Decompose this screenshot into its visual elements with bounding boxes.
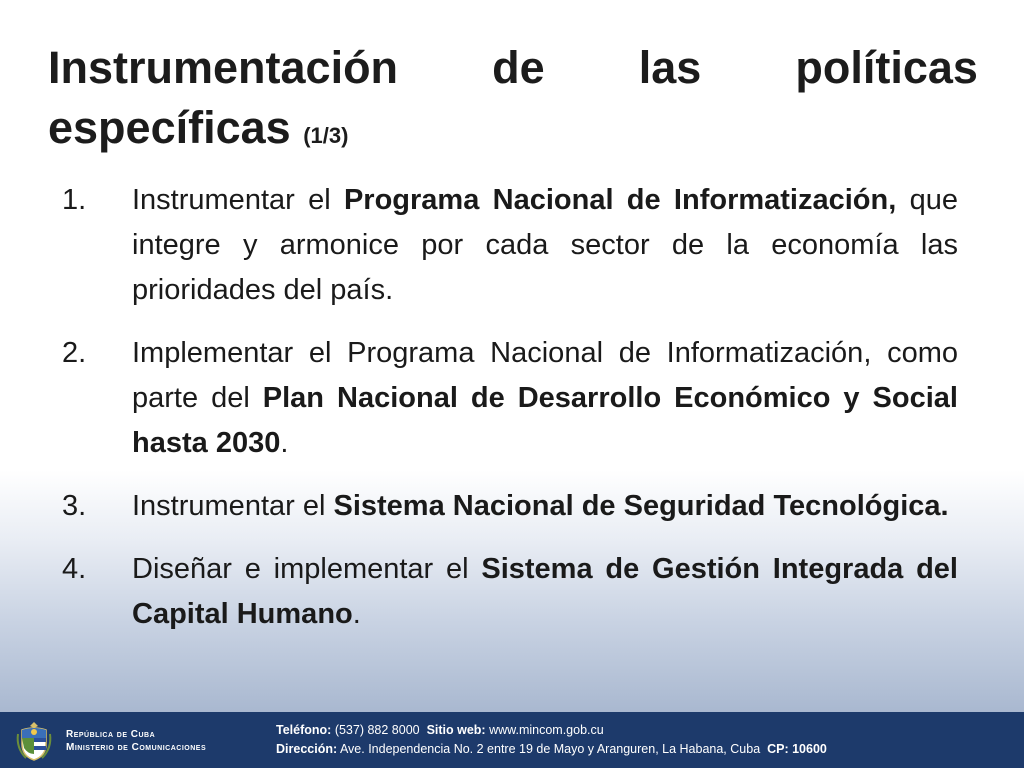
policy-item-emphasis: Sistema Nacional de Seguridad Tecnológica. bbox=[333, 490, 949, 522]
phone-label: Teléfono: bbox=[276, 723, 332, 737]
policy-item-text bbox=[132, 331, 958, 466]
policy-item-segment: Instrumentar el bbox=[132, 184, 344, 216]
policy-item-segment: . bbox=[352, 598, 361, 630]
cp-label: CP: bbox=[767, 742, 789, 756]
policy-item-text bbox=[132, 484, 958, 529]
policy-item bbox=[62, 331, 958, 466]
cuba-coat-of-arms-icon bbox=[14, 720, 54, 762]
title-line-2 bbox=[48, 98, 978, 166]
policy-item-text bbox=[132, 178, 958, 313]
ministry-name bbox=[66, 728, 206, 754]
title-word: políticas bbox=[795, 42, 978, 93]
cp-value: 10600 bbox=[792, 742, 827, 756]
title-word: específicas bbox=[48, 102, 291, 153]
policy-item-emphasis: Programa Nacional de Informatización, bbox=[343, 184, 897, 216]
phone-value: (537) 882 8000 bbox=[334, 723, 420, 737]
policy-item-segment: Instrumentar el bbox=[132, 490, 334, 522]
policy-item-emphasis: Sistema de Gestión Integrada del Capital Humano bbox=[132, 553, 958, 630]
title-part-indicator: (1/3) bbox=[303, 123, 349, 148]
web-link[interactable]: www.mincom.gob.cu bbox=[489, 723, 604, 737]
policy-item-text bbox=[132, 547, 958, 637]
policy-item-number: 3. bbox=[62, 490, 87, 522]
contact-info bbox=[276, 721, 827, 759]
policy-item-emphasis: Plan Nacional de Desarrollo Económico y Social hasta 2030 bbox=[132, 382, 958, 459]
policy-item bbox=[62, 484, 958, 529]
contact-line-2 bbox=[276, 740, 827, 759]
title-word: Instrumentación bbox=[48, 42, 399, 93]
footer-bar bbox=[0, 712, 1024, 768]
policy-item bbox=[62, 178, 958, 313]
title-line-1 bbox=[48, 38, 978, 98]
policy-item-number: 4. bbox=[62, 553, 87, 585]
address-value: Ave. Independencia No. 2 entre 19 de Mayo y Aranguren, La Habana, Cuba bbox=[339, 742, 761, 756]
contact-line-1 bbox=[276, 721, 827, 740]
policy-item-segment: Diseñar e implementar el bbox=[132, 553, 482, 585]
policy-item-number: 2. bbox=[62, 337, 87, 369]
slide-title bbox=[48, 38, 978, 166]
policy-item-segment: Implementar el Programa Nacional de Informatización, como parte del bbox=[132, 337, 958, 414]
address-label: Dirección: bbox=[276, 742, 338, 756]
ministry-label: Ministerio de Comunicaciones bbox=[66, 742, 207, 753]
country-name: República de Cuba bbox=[66, 729, 156, 740]
policy-item-number: 1. bbox=[62, 184, 87, 216]
policy-list bbox=[62, 178, 958, 655]
title-word: las bbox=[638, 42, 702, 93]
web-label: Sitio web: bbox=[426, 723, 486, 737]
policy-item bbox=[62, 547, 958, 637]
policy-item-segment: . bbox=[280, 427, 289, 459]
policy-item-segment: que integre y armonice por cada sector de la economía las prioridades del país. bbox=[132, 184, 958, 306]
title-word: de bbox=[492, 42, 545, 93]
